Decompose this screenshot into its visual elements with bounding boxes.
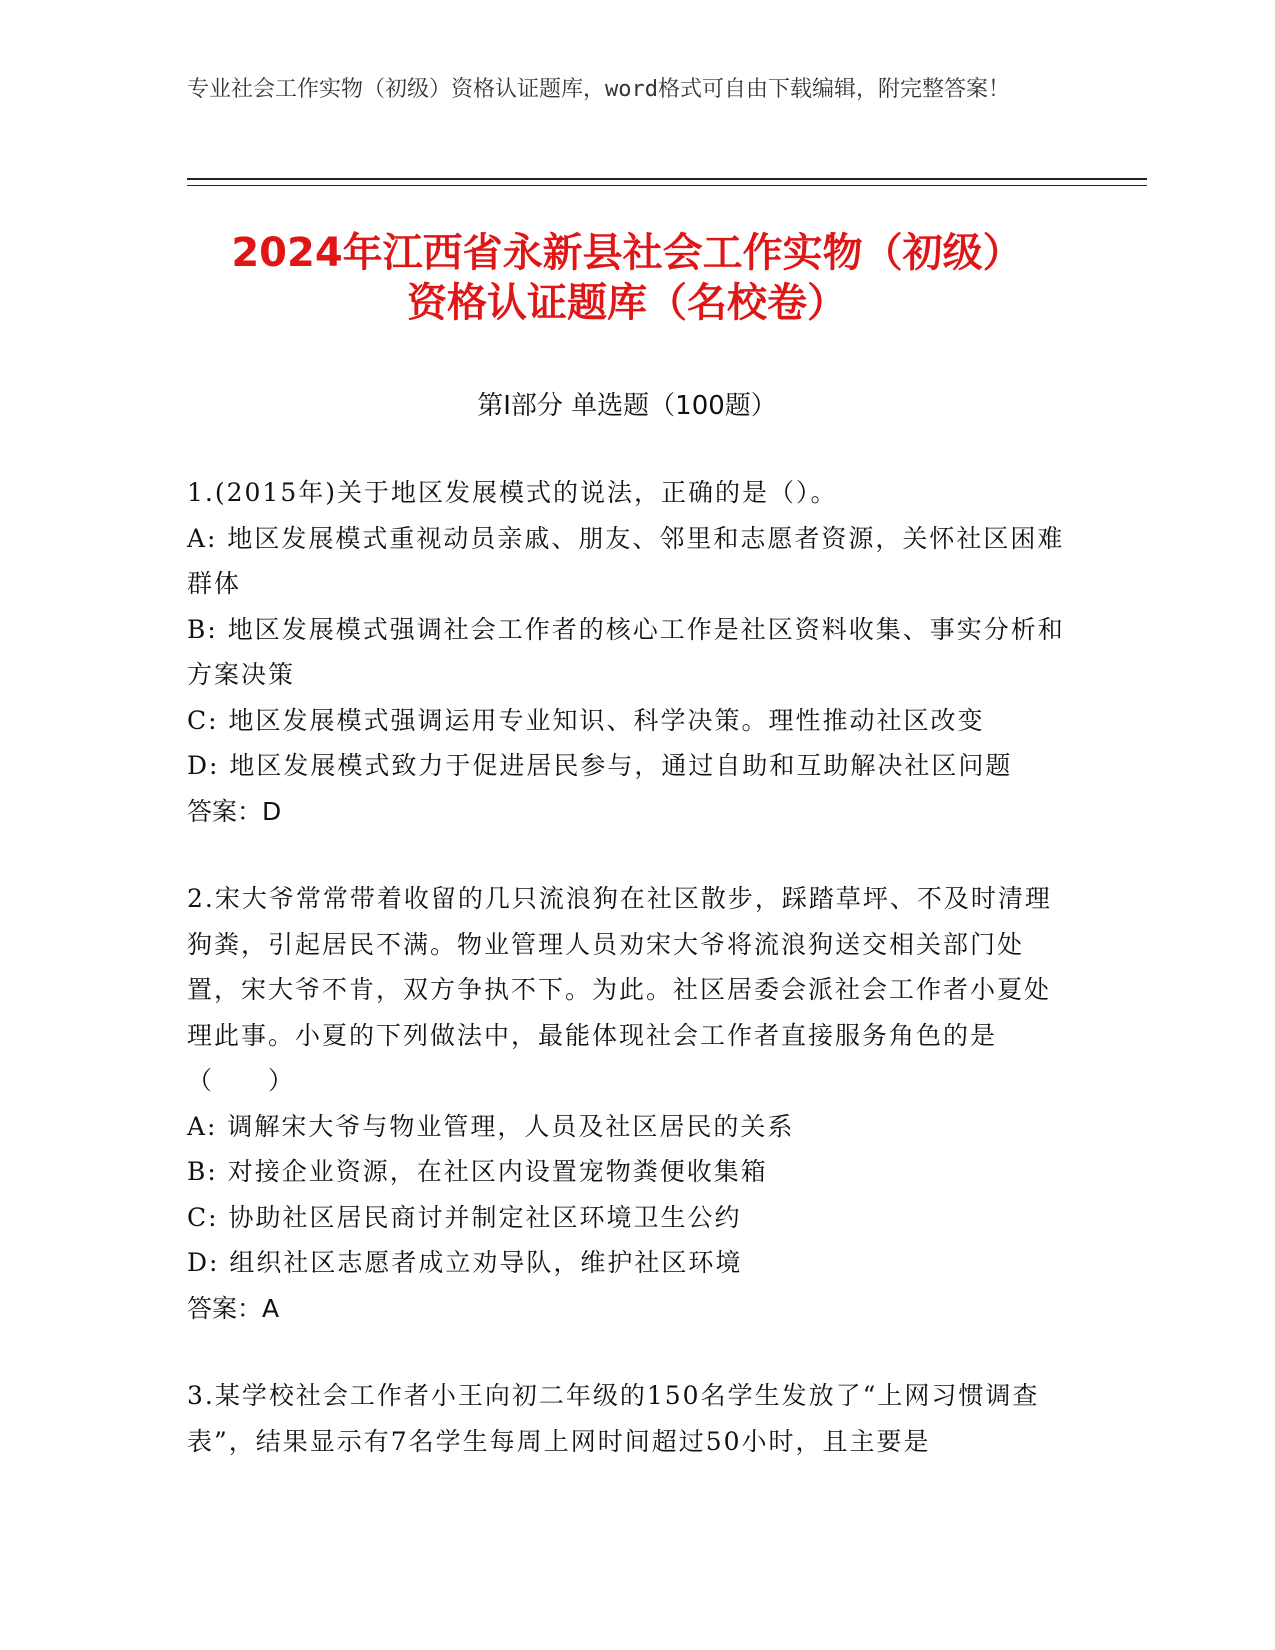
question-3 [187, 1373, 1067, 1464]
option-b: B: 地区发展模式强调社会工作者的核心工作是社区资料收集、事实分析和方案决策 [187, 614, 1065, 689]
header-rule-thin [187, 185, 1147, 186]
option-a: A: 调解宋大爷与物业管理，人员及社区居民的关系 [187, 1111, 795, 1141]
answer: 答案：A [187, 1293, 280, 1323]
header-rule-thick [187, 178, 1147, 180]
answer: 答案：D [187, 796, 282, 826]
question-1 [187, 470, 1067, 834]
question-2 [187, 876, 1067, 1331]
option-b: B: 对接企业资源，在社区内设置宠物粪便收集箱 [187, 1157, 768, 1186]
title-line-2: 资格认证题库（名校卷） [407, 280, 847, 326]
option-c: C: 地区发展模式强调运用专业知识、科学决策。理性推动社区改变 [187, 705, 985, 735]
document-title [177, 228, 1077, 328]
question-text: 2.宋大爷常常带着收留的几只流浪狗在社区散步，踩踏草坪、不及时清理狗粪，引起居民不满。物业管理人员劝宋大爷将流浪狗送交相关部门处置，宋大爷不肯，双方争执不下。为此。社区居委会派社会工作者小夏处理此事。小夏的下列做法中，最能体现社会工作者直接服务角色的是（ ） [187, 884, 1052, 1095]
option-d: D: 组织社区志愿者成立劝导队，维护社区环境 [187, 1248, 743, 1277]
option-a: A: 地区发展模式重视动员亲戚、朋友、邻里和志愿者资源，关怀社区困难群体 [187, 523, 1065, 598]
question-list [187, 470, 1067, 1506]
header-note: 专业社会工作实物（初级）资格认证题库，word格式可自由下载编辑，附完整答案！ [187, 77, 1010, 102]
question-text: 1.(2015年)关于地区发展模式的说法，正确的是（）。 [187, 478, 838, 507]
option-c: C: 协助社区居民商讨并制定社区环境卫生公约 [187, 1202, 742, 1232]
title-line-1: 2024年江西省永新县社会工作实物（初级） [231, 230, 1023, 276]
option-d: D: 地区发展模式致力于促进居民参与，通过自助和互助解决社区问题 [187, 751, 1013, 780]
question-text: 3.某学校社会工作者小王向初二年级的150名学生发放了“上网习惯调查表”，结果显示有7名学生每周上网时间超过50小时，且主要是 [187, 1381, 1040, 1456]
section-heading: 第Ⅰ部分 单选题（100题） [477, 391, 777, 421]
